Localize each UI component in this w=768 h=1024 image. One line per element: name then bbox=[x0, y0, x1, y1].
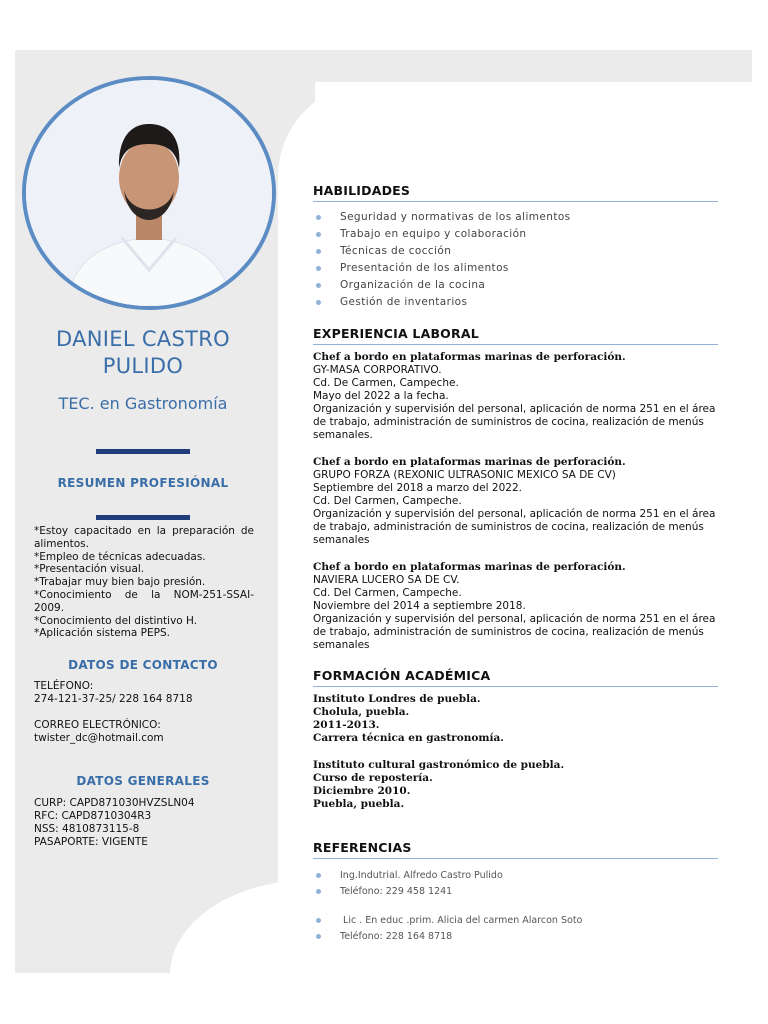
rfc-line: RFC: CAPD8710304R3 bbox=[34, 810, 152, 822]
phone-label: TELÉFONO: bbox=[34, 680, 94, 692]
summary-text bbox=[34, 525, 254, 640]
summary-line: *Estoy capacitado en la preparación de alimentos. bbox=[34, 525, 254, 550]
job-entry bbox=[313, 456, 718, 547]
job-role: Chef a bordo en plataformas marinas de perforación. bbox=[313, 561, 626, 573]
general-data-heading: DATOS GENERALES bbox=[76, 774, 210, 788]
bullet-icon bbox=[316, 918, 321, 923]
general-data-list bbox=[34, 797, 195, 849]
list-item: Ing.Indutrial. Alfredo Castro Pulido bbox=[316, 868, 503, 884]
education-line: Instituto Londres de puebla. bbox=[313, 693, 481, 705]
email-block bbox=[34, 719, 164, 745]
curp-line: CURP: CAPD871030HVZSLN04 bbox=[34, 797, 195, 809]
experience-heading: EXPERIENCIA LABORAL bbox=[313, 326, 718, 345]
profile-photo bbox=[22, 76, 276, 310]
summary-line: *Aplicación sistema PEPS. bbox=[34, 627, 170, 640]
education-line: Puebla, puebla. bbox=[313, 798, 405, 810]
list-item: Teléfono: 229 458 1241 bbox=[316, 884, 503, 900]
education-entry bbox=[313, 759, 718, 811]
job-description: Organización y supervisión del personal, aplicación de norma 251 en el área de trabajo, administración de suministros de cocina, realización de menús semanales bbox=[313, 613, 716, 651]
phone-value: 274-121-37-25/ 228 164 8718 bbox=[34, 693, 193, 705]
bullet-icon bbox=[316, 873, 321, 878]
job-dates: Septiembre del 2018 a marzo del 2022. bbox=[313, 482, 522, 494]
job-location: Cd. Del Carmen, Campeche. bbox=[313, 495, 462, 507]
skills-heading: HABILIDADES bbox=[313, 183, 718, 202]
list-item: Teléfono: 228 164 8718 bbox=[316, 929, 582, 945]
job-location: Cd. Del Carmen, Campeche. bbox=[313, 587, 462, 599]
references-heading: REFERENCIAS bbox=[313, 840, 718, 859]
summary-line: *Trabajar muy bien bajo presión. bbox=[34, 576, 206, 589]
summary-line: *Conocimiento de la NOM-251-SSAI-2009. bbox=[34, 588, 254, 614]
bullet-icon bbox=[316, 889, 321, 894]
job-location: Cd. De Carmen, Campeche. bbox=[313, 377, 459, 389]
bullet-icon bbox=[316, 934, 321, 939]
education-line: Curso de repostería. bbox=[313, 772, 433, 784]
contact-heading: DATOS DE CONTACTO bbox=[68, 658, 218, 672]
education-entry bbox=[313, 693, 718, 745]
bullet-icon bbox=[316, 249, 321, 254]
summary-line: *Conocimiento del distintivo H. bbox=[34, 614, 198, 627]
bullet-icon bbox=[316, 232, 321, 237]
job-description: Organización y supervisión del personal, aplicación de norma 251 en el área de trabajo, administración de suministros de cocina, realización de menús semanales bbox=[313, 508, 716, 546]
list-item: Lic . En educ .prim. Alicia del carmen Alarcon Soto bbox=[316, 913, 582, 929]
reference-entry bbox=[316, 913, 582, 945]
job-company: GY-MASA CORPORATIVO. bbox=[313, 364, 442, 376]
education-line: Cholula, puebla. bbox=[313, 706, 410, 718]
divider-bar bbox=[96, 449, 190, 454]
list-item: Trabajo en equipo y colaboración bbox=[316, 226, 571, 243]
job-description: Organización y supervisión del personal, aplicación de norma 251 en el área de trabajo, administración de suministros de cocina, realización de menús semanales. bbox=[313, 403, 716, 441]
education-heading: FORMACIÓN ACADÉMICA bbox=[313, 668, 718, 687]
job-entry bbox=[313, 351, 718, 442]
job-dates: Noviembre del 2014 a septiembre 2018. bbox=[313, 600, 526, 612]
education-line: 2011-2013. bbox=[313, 719, 380, 731]
summary-line: *Presentación visual. bbox=[34, 563, 145, 576]
bullet-icon bbox=[316, 283, 321, 288]
reference-entry bbox=[316, 868, 503, 900]
candidate-role: TEC. en Gastronomía bbox=[58, 394, 228, 413]
job-role: Chef a bordo en plataformas marinas de perforación. bbox=[313, 456, 626, 468]
education-line: Instituto cultural gastronómico de puebla. bbox=[313, 759, 565, 771]
summary-line: *Empleo de técnicas adecuadas. bbox=[34, 550, 206, 563]
job-role: Chef a bordo en plataformas marinas de perforación. bbox=[313, 351, 626, 363]
education-line: Carrera técnica en gastronomía. bbox=[313, 732, 504, 744]
candidate-name: DANIEL CASTRO PULIDO bbox=[56, 327, 230, 378]
skills-list bbox=[316, 209, 571, 311]
bullet-icon bbox=[316, 300, 321, 305]
list-item: Gestión de inventarios bbox=[316, 294, 571, 311]
nss-line: NSS: 4810873115-8 bbox=[34, 823, 140, 835]
divider-bar bbox=[96, 515, 190, 520]
passport-line: PASAPORTE: VIGENTE bbox=[34, 836, 148, 848]
email-value: twister_dc@hotmail.com bbox=[34, 732, 164, 744]
bullet-icon bbox=[316, 215, 321, 220]
list-item: Organización de la cocina bbox=[316, 277, 571, 294]
bullet-icon bbox=[316, 266, 321, 271]
list-item: Técnicas de cocción bbox=[316, 243, 571, 260]
job-entry bbox=[313, 561, 718, 652]
list-item: Presentación de los alimentos bbox=[316, 260, 571, 277]
phone-block bbox=[34, 680, 193, 706]
list-item: Seguridad y normativas de los alimentos bbox=[316, 209, 571, 226]
job-company: NAVIERA LUCERO SA DE CV. bbox=[313, 574, 460, 586]
summary-heading: RESUMEN PROFESIÓNAL bbox=[57, 476, 229, 490]
email-label: CORREO ELECTRÓNICO: bbox=[34, 719, 161, 731]
job-company: GRUPO FORZA (REXONIC ULTRASONIC MEXICO SA DE CV) bbox=[313, 469, 616, 481]
job-dates: Mayo del 2022 a la fecha. bbox=[313, 390, 449, 402]
education-line: Diciembre 2010. bbox=[313, 785, 411, 797]
